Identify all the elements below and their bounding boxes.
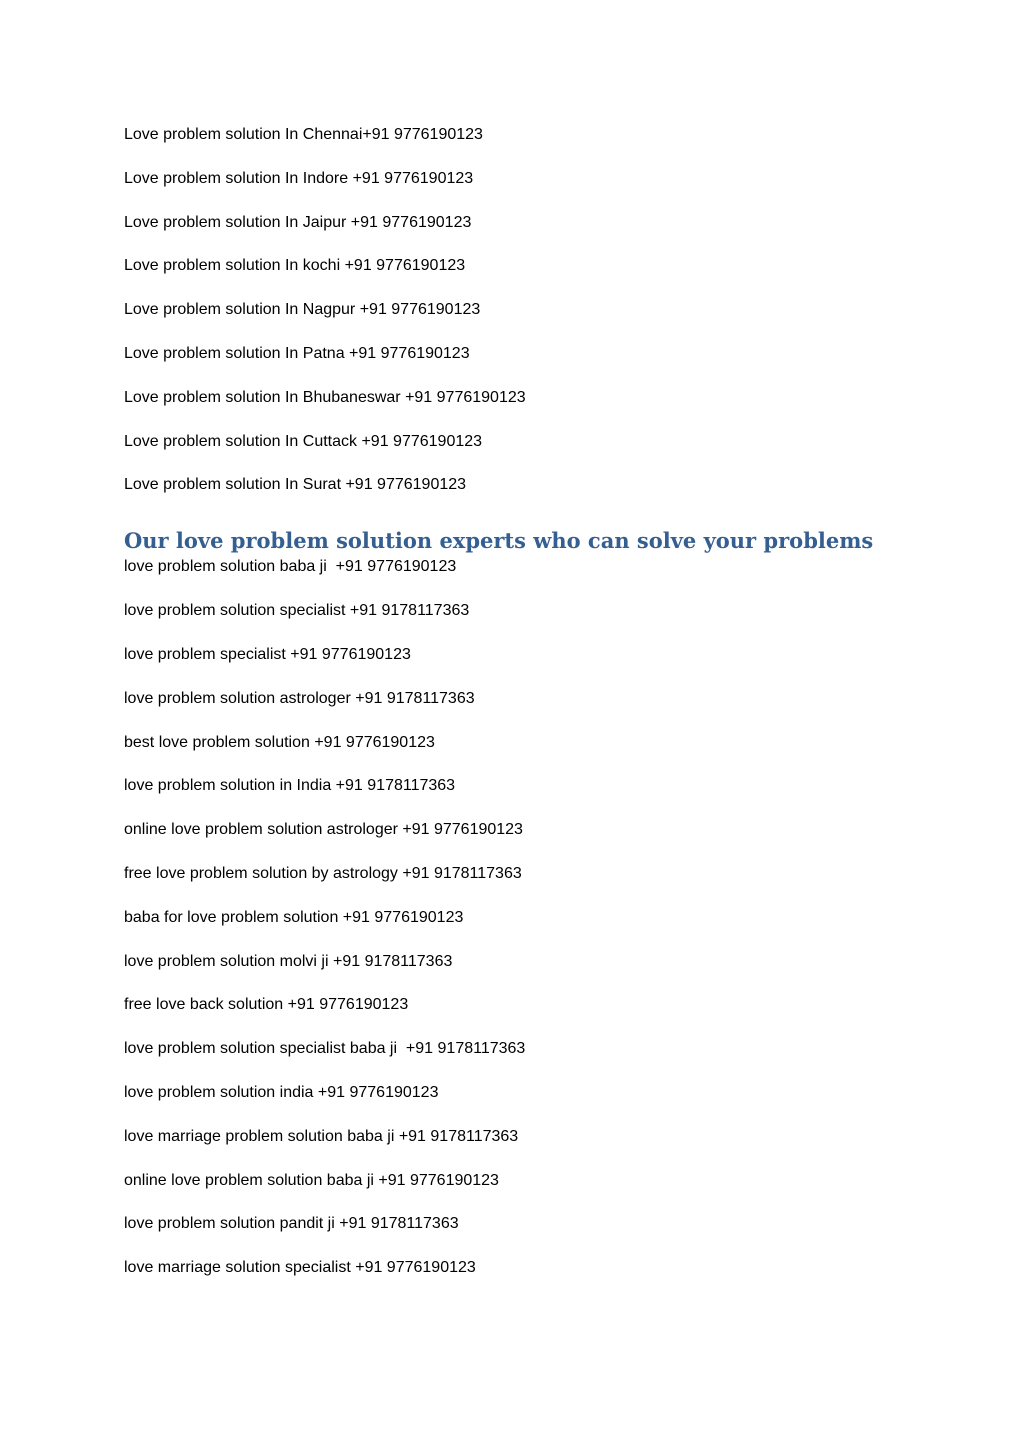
city-list bbox=[124, 124, 904, 496]
list-item: love problem solution astrologer +91 9178117363 bbox=[124, 689, 475, 707]
expert-list bbox=[124, 556, 904, 1279]
list-item: best love problem solution +91 9776190123 bbox=[124, 733, 435, 751]
list-item: Love problem solution In Indore +91 9776190123 bbox=[124, 169, 474, 187]
list-item: love marriage solution specialist +91 9776190123 bbox=[124, 1259, 476, 1277]
list-item: baba for love problem solution +91 9776190123 bbox=[124, 908, 464, 926]
page-content bbox=[124, 124, 904, 1301]
list-item: online love problem solution baba ji +91 9776190123 bbox=[124, 1171, 499, 1189]
list-item: Love problem solution In Chennai+91 9776190123 bbox=[124, 126, 483, 143]
list-item: Love problem solution In Patna +91 9776190123 bbox=[124, 344, 470, 362]
list-item: online love problem solution astrologer +91 9776190123 bbox=[124, 821, 523, 839]
list-item: free love problem solution by astrology +91 9178117363 bbox=[124, 864, 522, 882]
list-item: love marriage problem solution baba ji +91 9178117363 bbox=[124, 1127, 519, 1145]
list-item: love problem solution specialist baba ji +91 9178117363 bbox=[124, 1040, 526, 1058]
list-item: Love problem solution In Bhubaneswar +91 9776190123 bbox=[124, 388, 526, 406]
list-item: love problem solution baba ji +91 9776190123 bbox=[124, 558, 457, 576]
list-item: Love problem solution In Cuttack +91 9776190123 bbox=[124, 432, 483, 450]
list-item: love problem solution in India +91 9178117363 bbox=[124, 777, 456, 795]
section-heading: Our love problem solution experts who can solve your problems bbox=[124, 528, 874, 554]
list-item: love problem solution specialist +91 9178117363 bbox=[124, 602, 470, 620]
list-item: Love problem solution In kochi +91 9776190123 bbox=[124, 257, 466, 275]
list-item: Love problem solution In Surat +91 9776190123 bbox=[124, 476, 467, 494]
list-item: free love back solution +91 9776190123 bbox=[124, 996, 409, 1014]
list-item: love problem solution molvi ji +91 9178117363 bbox=[124, 952, 453, 970]
list-item: love problem solution india +91 9776190123 bbox=[124, 1083, 439, 1101]
list-item: Love problem solution In Nagpur +91 9776190123 bbox=[124, 301, 481, 319]
list-item: love problem solution pandit ji +91 9178117363 bbox=[124, 1215, 459, 1233]
list-item: love problem specialist +91 9776190123 bbox=[124, 645, 411, 663]
list-item: Love problem solution In Jaipur +91 9776190123 bbox=[124, 213, 472, 231]
